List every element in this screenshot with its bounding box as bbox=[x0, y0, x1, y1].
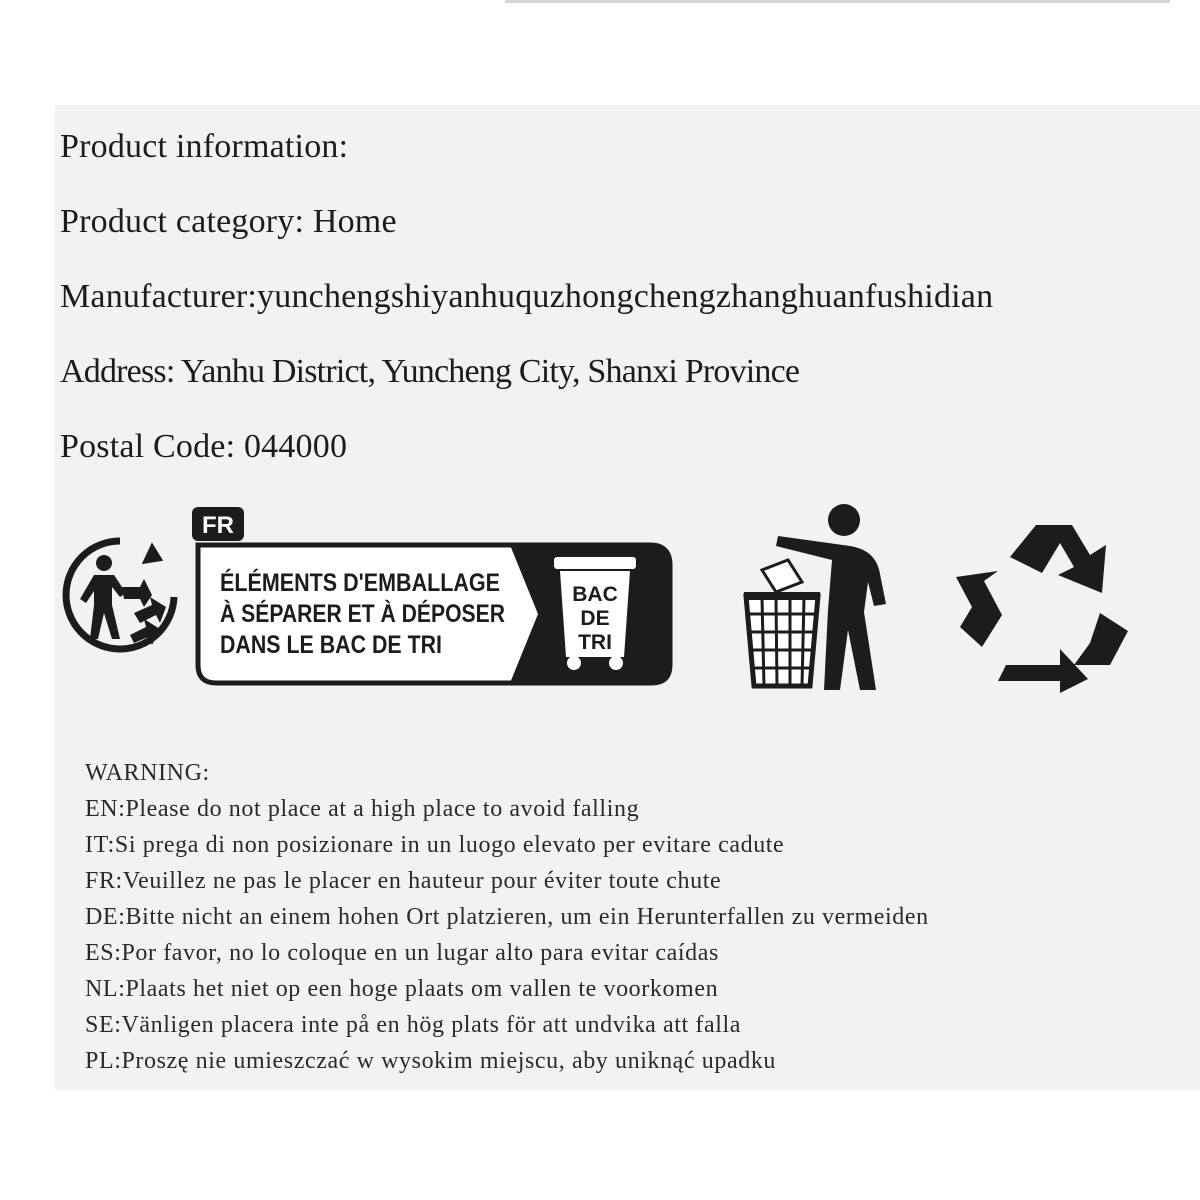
address: Address: Yanhu District, Yuncheng City, Shanxi Province bbox=[60, 353, 800, 390]
tidyman-icon bbox=[740, 500, 890, 695]
recycle-icon bbox=[950, 515, 1135, 695]
info-tri-line-2: À SÉPARER ET À DÉPOSER bbox=[220, 600, 558, 628]
warning-line-en: EN:Please do not place at a high place to avoid falling bbox=[85, 796, 640, 822]
manufacturer: Manufacturer:yunchengshiyanhuquzhongchengzhanghuanfushidian bbox=[60, 278, 994, 315]
warning-line-it: IT:Si prega di non posizionare in un luogo elevato per evitare cadute bbox=[85, 832, 785, 858]
warning-line-de: DE:Bitte nicht an einem hohen Ort platzieren, um ein Herunterfallen zu vermeiden bbox=[85, 904, 929, 930]
warning-line-fr: FR:Veuillez ne pas le placer en hauteur pour éviter toute chute bbox=[85, 868, 722, 894]
info-tri-line-1: ÉLÉMENTS D'EMBALLAGE bbox=[220, 569, 546, 597]
triman-icon bbox=[60, 535, 180, 655]
country-code: FR bbox=[202, 512, 234, 539]
warning-title: WARNING: bbox=[85, 760, 210, 786]
bin-label-line-1: BAC bbox=[572, 583, 618, 606]
product-info-title: Product information: bbox=[60, 128, 349, 165]
top-divider bbox=[505, 0, 1170, 3]
warning-line-se: SE:Vänligen placera inte på en hög plats för att undvika att falla bbox=[85, 1012, 742, 1038]
bin-label-line-3: TRI bbox=[578, 631, 612, 654]
warning-line-es: ES:Por favor, no lo coloque en un lugar alto para evitar caídas bbox=[85, 940, 719, 966]
warning-line-nl: NL:Plaats het niet op een hoge plaats om vallen te voorkomen bbox=[85, 976, 719, 1002]
bin-label-line-2: DE bbox=[580, 607, 610, 630]
warning-line-pl: PL:Proszę nie umieszczać w wysokim miejscu, aby uniknąć upadku bbox=[85, 1048, 777, 1074]
info-tri-logo bbox=[190, 505, 675, 690]
product-category: Product category: Home bbox=[60, 203, 397, 240]
info-tri-line-3: DANS LE BAC DE TRI bbox=[220, 631, 442, 659]
postal-code: Postal Code: 044000 bbox=[60, 428, 348, 465]
